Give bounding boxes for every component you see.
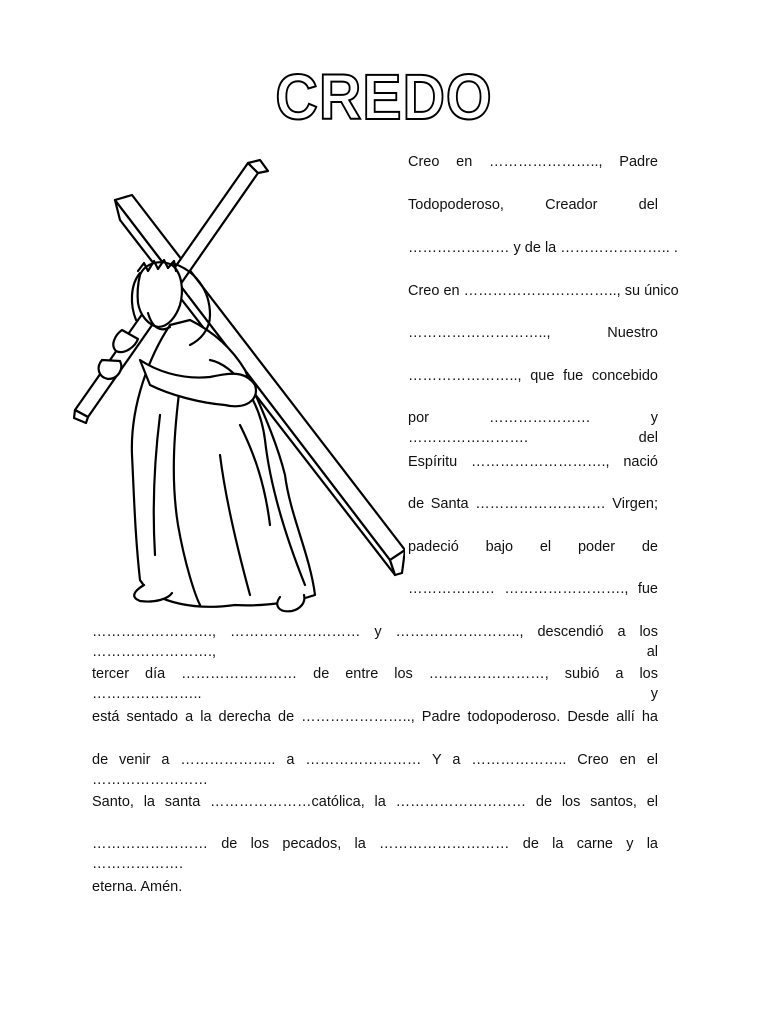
text-line: ………………….., que fue concebido [408, 368, 658, 384]
text-line: ……………………….., Nuestro [408, 325, 658, 341]
text-line: está sentado a la derecha de ………………….., Padre todopoderoso. Desde allí ha [92, 709, 658, 725]
text-line: tercer día …………………… de entre los ……………………, subió a los ………………….. y [92, 666, 658, 702]
text-line: ……………………., ……………………… y …………………….., descendió a los ……………………., al [92, 624, 658, 660]
text-line: de venir a ……………….. a …………………… Y a ……………….. Creo en el …………………… [92, 752, 658, 788]
text-line: ………………… y de la ………………….. . [408, 240, 678, 256]
text-line: padeció bajo el poder de [408, 539, 658, 555]
text-line: Espíritu ………………………., nació [408, 454, 658, 470]
text-line: Creo en ………………….., Padre [408, 154, 658, 170]
text-line: de Santa ……………………… Virgen; [408, 496, 658, 512]
page-title: CREDO [275, 61, 493, 133]
text-line: …………………… de los pecados, la ……………………… de la carne y la ………………. [92, 836, 658, 872]
text-line: Creo en ………………………….., su único [408, 283, 679, 299]
text-line: Santo, la santa …………………católica, la ……………………… de los santos, el [92, 794, 658, 810]
text-line: por ………………… y ……………………. del [408, 410, 658, 446]
text-line: Todopoderoso, Creador del [408, 197, 658, 213]
text-line: eterna. Amén. [92, 879, 183, 895]
jesus-carrying-cross-illustration [60, 155, 405, 625]
text-line: ……………… ……………………., fue [408, 581, 658, 597]
